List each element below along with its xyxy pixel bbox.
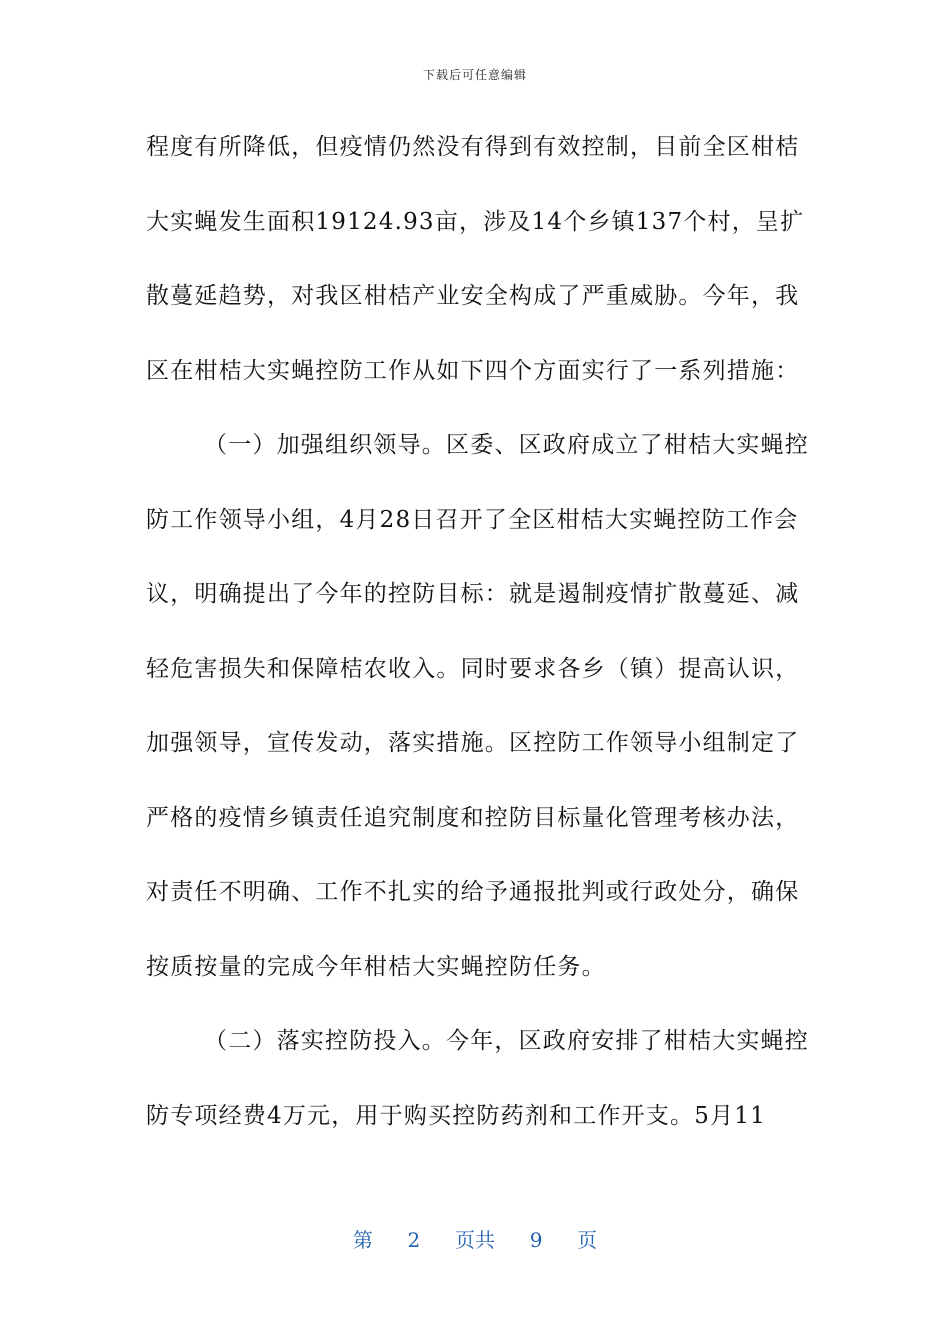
footer-suffix: 页 bbox=[577, 1228, 598, 1252]
header-note: 下载后可任意编辑 bbox=[422, 68, 527, 82]
footer-page-number: 2 bbox=[407, 1228, 421, 1252]
text-line: 加强领导，宣传发动，落实措施。区控防工作领导小组制定了 bbox=[146, 730, 800, 756]
text-line: 轻危害损失和保障桔农收入。同时要求各乡（镇）提高认识， bbox=[146, 655, 800, 682]
text-line: 区在柑桔大实蝇控防工作从如下四个方面实行了一系列措施： bbox=[146, 357, 800, 384]
text-line: 对责任不明确、工作不扎实的给予通报批判或行政处分，确保 bbox=[146, 879, 800, 905]
footer-total-pages: 9 bbox=[529, 1228, 543, 1252]
footer-prefix: 第 bbox=[352, 1228, 373, 1252]
text-line: 防专项经费4万元，用于购买控防药剂和工作开支。5月11 bbox=[146, 1102, 766, 1129]
paragraph-start-line: （一）加强组织领导。区委、区政府成立了柑桔大实蝇控 bbox=[204, 432, 809, 458]
text-line: 程度有所降低，但疫情仍然没有得到有效控制，目前全区柑桔 bbox=[146, 134, 800, 160]
text-line: 严格的疫情乡镇责任追究制度和控防目标量化管理考核办法， bbox=[146, 804, 800, 831]
text-line: 大实蝇发生面积19124.93亩，涉及14个乡镇137个村，呈扩 bbox=[146, 208, 805, 235]
text-line: 散蔓延趋势，对我区柑桔产业安全构成了严重威胁。今年，我 bbox=[146, 283, 800, 309]
text-line: 按质按量的完成今年柑桔大实蝇控防任务。 bbox=[146, 953, 606, 980]
text-line: 防工作领导小组，4月28日召开了全区柑桔大实蝇控防工作会 bbox=[146, 506, 799, 533]
footer-middle: 页共 bbox=[455, 1228, 495, 1252]
page-footer bbox=[0, 1224, 950, 1253]
body-text bbox=[146, 122, 809, 1165]
paragraph-start-line: （二）落实控防投入。今年，区政府安排了柑桔大实蝇控 bbox=[204, 1028, 809, 1054]
text-line: 议，明确提出了今年的控防目标：就是遏制疫情扩散蔓延、减 bbox=[146, 581, 800, 607]
